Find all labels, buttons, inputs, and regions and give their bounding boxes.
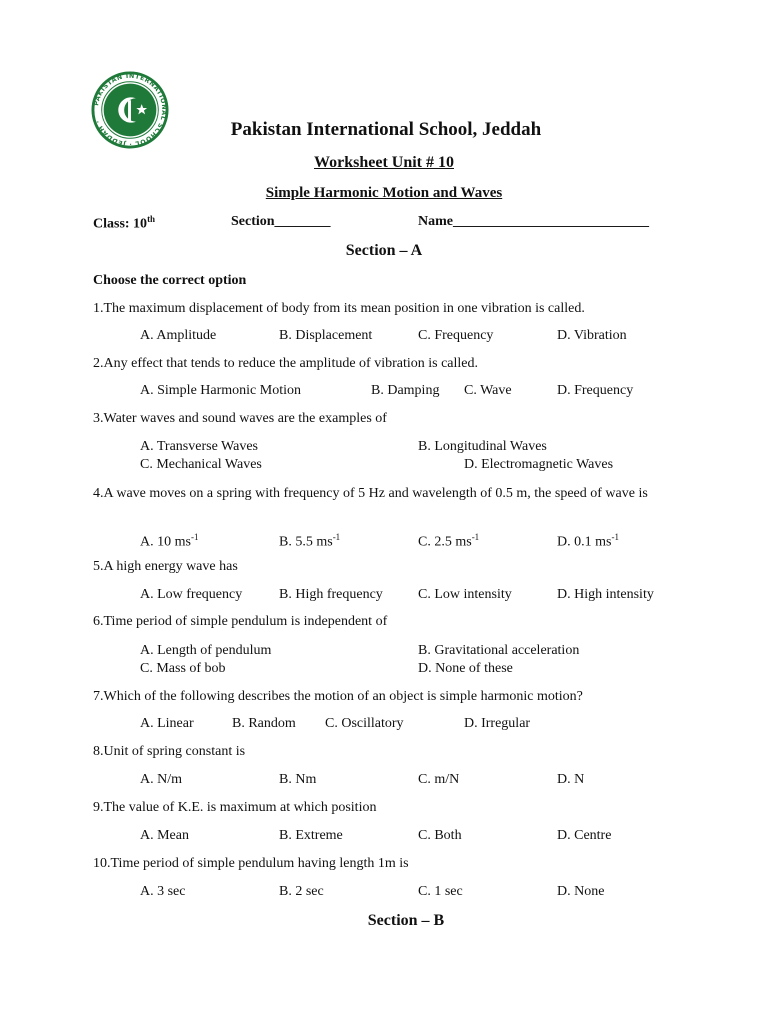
q5-option-d: D. High intensity — [557, 587, 654, 602]
question-4: 4.A wave moves on a spring with frequency of 5 Hz and wavelength of 0.5 m, the speed of wave is — [93, 486, 648, 501]
name-field: Name____________________________ — [418, 214, 649, 229]
q1-option-d: D. Vibration — [557, 328, 627, 343]
q10-option-c: C. 1 sec — [418, 884, 463, 899]
q3-option-b: B. Longitudinal Waves — [418, 439, 547, 454]
q5-option-a: A. Low frequency — [140, 587, 243, 602]
q5-option-b: B. High frequency — [279, 587, 383, 602]
instruction: Choose the correct option — [93, 273, 247, 288]
q8-option-d: D. N — [557, 772, 585, 787]
q8-option-c: C. m/N — [418, 772, 460, 787]
q1-option-a: A. Amplitude — [140, 328, 217, 343]
q3-option-c: C. Mechanical Waves — [140, 457, 262, 472]
q7-option-d: D. Irregular — [464, 716, 531, 731]
q9-option-a: A. Mean — [140, 828, 189, 843]
section-b-title: Section – B — [367, 912, 445, 929]
q3-option-d: D. Electromagnetic Waves — [464, 457, 614, 472]
question-5: 5.A high energy wave has — [93, 559, 238, 574]
q2-option-b: B. Damping — [371, 383, 440, 398]
section-a-title: Section – A — [345, 242, 423, 259]
q10-option-b: B. 2 sec — [279, 884, 324, 899]
q6-option-a: A. Length of pendulum — [140, 643, 272, 658]
q9-option-b: B. Extreme — [279, 828, 343, 843]
q9-option-c: C. Both — [418, 828, 462, 843]
q5-option-c: C. Low intensity — [418, 587, 512, 602]
q6-option-b: B. Gravitational acceleration — [418, 643, 580, 658]
q3-option-a: A. Transverse Waves — [140, 439, 258, 454]
q1-option-b: B. Displacement — [279, 328, 373, 343]
question-10: 10.Time period of simple pendulum having length 1m is — [93, 856, 409, 871]
q2-option-a: A. Simple Harmonic Motion — [140, 383, 301, 398]
q6-option-c: C. Mass of bob — [140, 661, 226, 676]
q8-option-a: A. N/m — [140, 772, 182, 787]
q7-option-b: B. Random — [232, 716, 296, 731]
section-field: Section________ — [231, 214, 331, 229]
q4-option-d: D. 0.1 $ms^{-1}$ — [557, 532, 619, 550]
q8-option-b: B. Nm — [279, 772, 317, 787]
svg-text:PAKISTAN INTERNATIONAL SCHOOL: PAKISTAN INTERNATIONAL SCHOOL · JEDDAH · — [93, 72, 168, 148]
q9-option-d: D. Centre — [557, 828, 612, 843]
q10-option-d: D. None — [557, 884, 605, 899]
worksheet-title: Worksheet Unit # 10 — [314, 154, 454, 171]
subject-title: Simple Harmonic Motion and Waves — [265, 185, 503, 201]
question-2: 2.Any effect that tends to reduce the amplitude of vibration is called. — [93, 356, 479, 371]
q6-option-d: D. None of these — [418, 661, 513, 676]
q2-option-c: C. Wave — [464, 383, 512, 398]
question-3: 3.Water waves and sound waves are the examples of — [93, 411, 387, 426]
question-7: 7.Which of the following describes the motion of an object is simple harmonic motion? — [93, 689, 583, 704]
q7-option-c: C. Oscillatory — [325, 716, 404, 731]
class-label: Class: 10th — [93, 214, 156, 232]
q10-option-a: A. 3 sec — [140, 884, 186, 899]
q7-option-a: A. Linear — [140, 716, 194, 731]
question-6: 6.Time period of simple pendulum is independent of — [93, 614, 388, 629]
question-1: 1.The maximum displacement of body from its mean position in one vibration is called. — [93, 301, 585, 316]
question-8: 8.Unit of spring constant is — [93, 744, 246, 759]
q1-option-c: C. Frequency — [418, 328, 494, 343]
q4-option-c: C. 2.5 $ms^{-1}$ — [418, 532, 480, 550]
school-name: Pakistan International School, Jeddah — [230, 119, 542, 140]
q4-option-a: A. 10 $ms^{-1}$ — [140, 532, 199, 550]
q2-option-d: D. Frequency — [557, 383, 634, 398]
q4-option-b: B. 5.5 $ms^{-1}$ — [279, 532, 341, 550]
question-9: 9.The value of K.E. is maximum at which position — [93, 800, 377, 815]
